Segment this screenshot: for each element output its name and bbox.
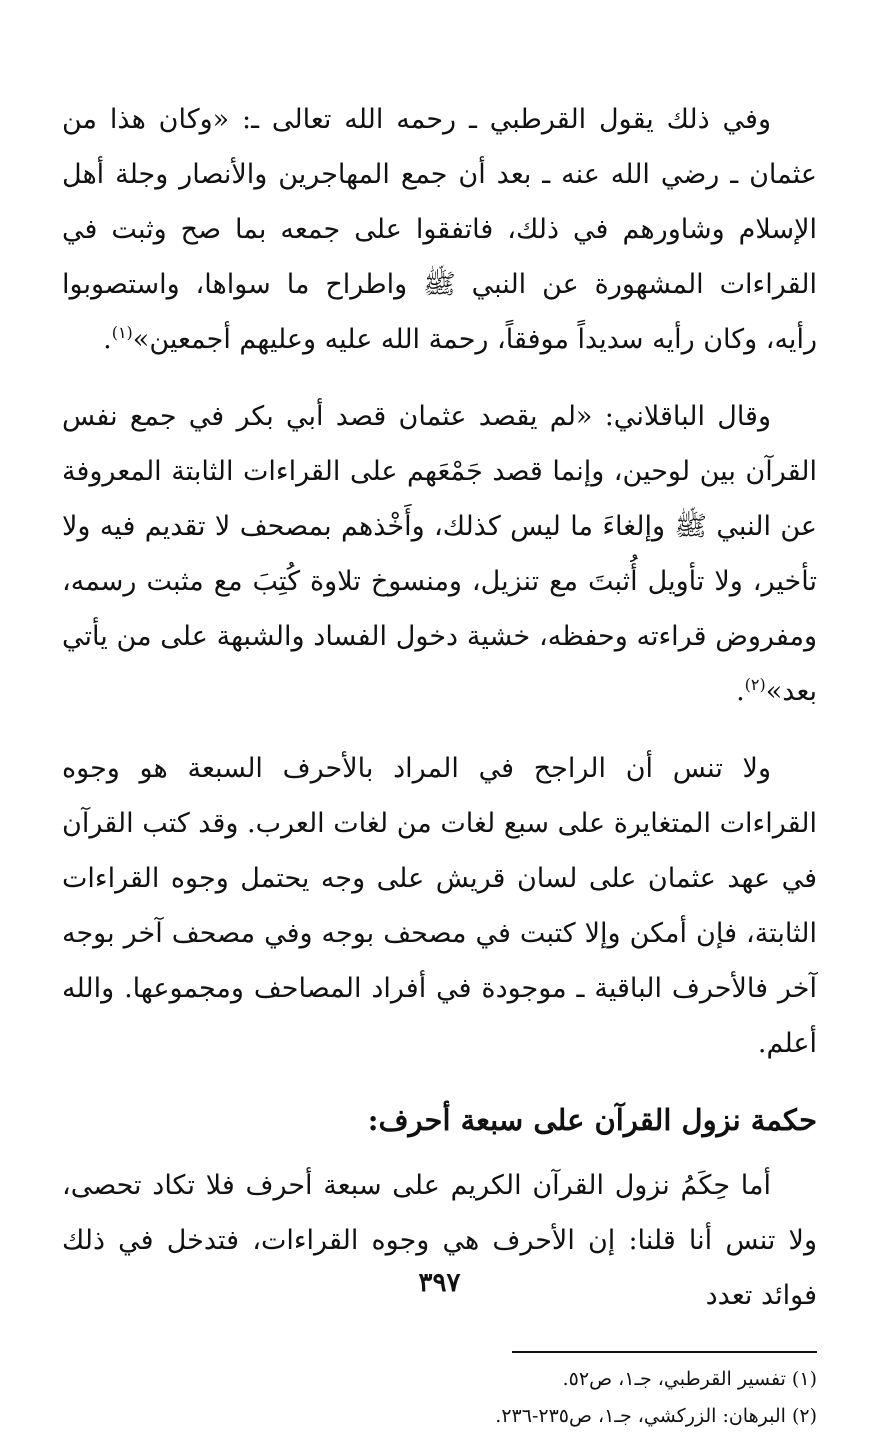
paragraph-baqillani-quote <box>62 389 817 719</box>
paragraph-qurtubi-quote <box>62 92 817 367</box>
footnotes <box>62 1361 817 1435</box>
footnote-divider <box>512 1351 817 1353</box>
footnote-marker: (١) <box>111 323 133 342</box>
paragraph-text: وفي ذلك يقول القرطبي ـ رحمه الله تعالى ـ: «وكان هذا من عثمان ـ رضي الله عنه ـ بعد أن جمع المهاجرين والأنصار وجلة أهل الإسلام وشاورهم في ذلك، فاتفقوا على جمعه بما صح وثبت في القراءات المشهورة عن النبي ﷺ واطراح ما سواها، واستصوبوا رأيه، وكان رأيه سديداً موفقاً، رحمة الله عليه وعليهم أجمعين» <box>62 104 817 355</box>
section-heading: حكمة نزول القرآن على سبعة أحرف: <box>367 1103 817 1137</box>
footnote-1: (١) تفسير القرطبي، جـ١، ص٥٢. <box>562 1368 817 1390</box>
paragraph-text: ولا تنس أن الراجح في المراد بالأحرف السبعة هو وجوه القراءات المتغايرة على سبع لغات من لغات العرب. وقد كتب القرآن في عهد عثمان على لسان قريش على وجه يحتمل وجوه القراءات الثابتة، فإن أمكن وإلا كتبت في مصحف بوجه وفي مصحف آخر بوجه آخر فالأحرف الباقية ـ موجودة في أفراد المصاحف ومجموعها. والله أعلم. <box>62 753 817 1059</box>
paragraph-end: . <box>736 676 745 707</box>
footnote-2: (٢) البرهان: الزركشي، جـ١، ص٢٣٥-٢٣٦. <box>495 1405 817 1427</box>
page-number: ٣٩٧ <box>418 1268 461 1298</box>
paragraph-end: . <box>103 324 112 355</box>
paragraph-wisdom: أما حِكَمُ نزول القرآن الكريم على سبعة أحرف فلا تكاد تحصى، ولا تنس أنا قلنا: إن الأحرف هي وجوه القراءات، فتدخل في ذلك فوائد تعدد <box>62 1170 817 1311</box>
footnote-marker: (٢) <box>744 675 766 694</box>
paragraph-seven-letters <box>62 741 817 1071</box>
paragraph-text: وقال الباقلاني: «لم يقصد عثمان قصد أبي بكر في جمع نفس القرآن بين لوحين، وإنما قصد جَمْعَهم على القراءات الثابتة المعروفة عن النبي ﷺ وإلغاءَ ما ليس كذلك، وأَخْذهم بمصحف لا تقديم فيه ولا تأخير، ولا تأويل أُثبتَ مع تنزيل، ومنسوخ تلاوة كُتِبَ مع مثبت رسمه، ومفروض قراءته وحفظه، خشية دخول الفساد والشبهة على من يأتي بعد» <box>62 401 817 707</box>
